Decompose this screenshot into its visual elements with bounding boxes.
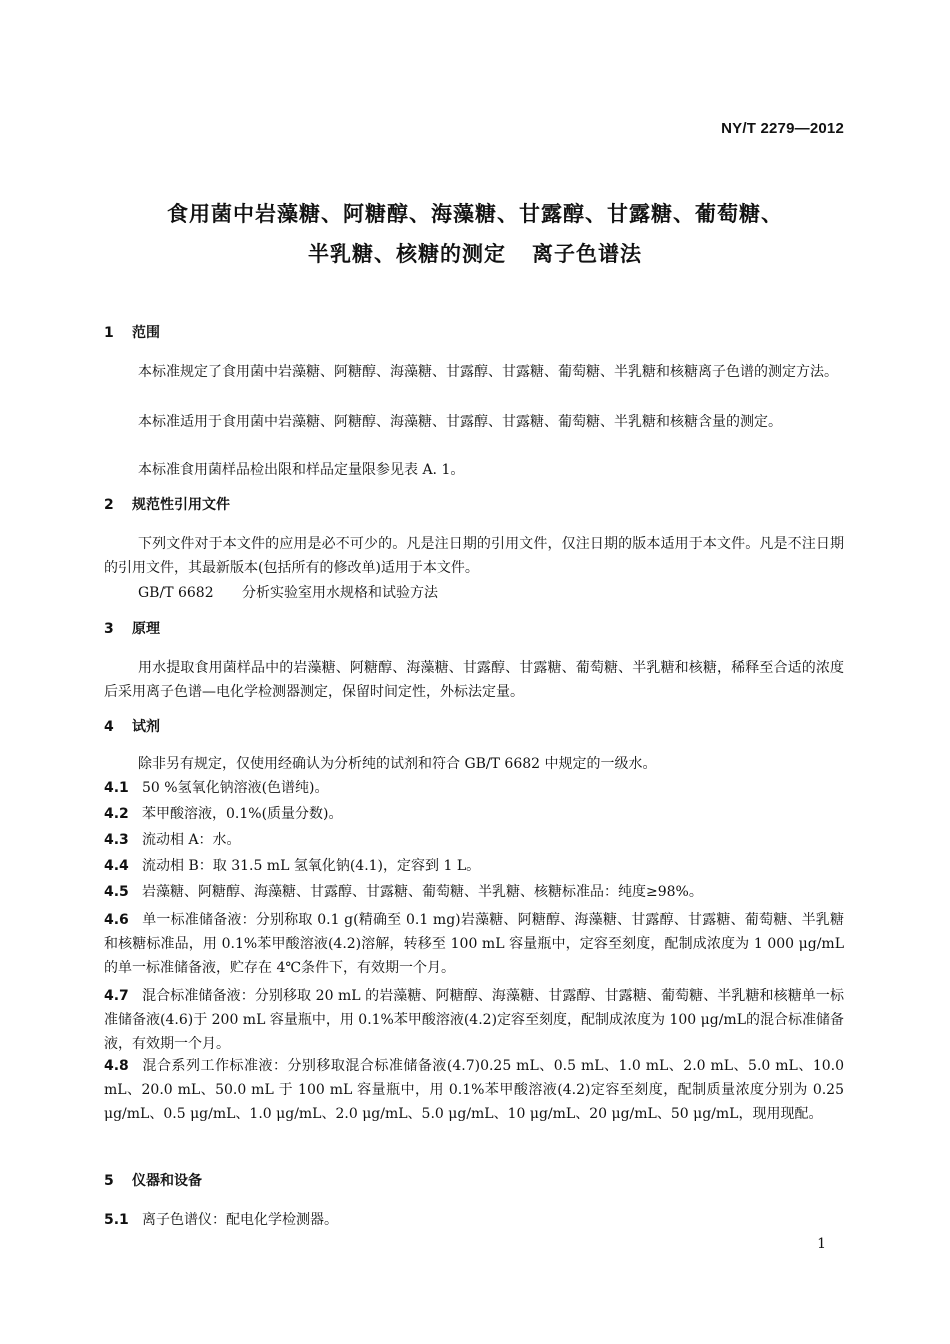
title-line-2 (60, 234, 890, 274)
page-number: 1 (817, 1236, 826, 1252)
title-line-2-method: 离子色谱法 (532, 242, 642, 266)
section-number: 4 (104, 719, 114, 735)
title-line-2-main: 半乳糖、核糖的测定 (308, 242, 506, 266)
paragraph: 除非另有规定，仅使用经确认为分析纯的试剂和符合 GB/T 6682 中规定的一级水。 (138, 756, 657, 772)
clause-item (104, 1054, 844, 1126)
clause-text: 单一标准储备液：分别称取 0.1 g(精确至 0.1 mg)岩藻糖、阿糖醇、海藻糖、甘露醇、甘露糖、葡萄糖、半乳糖和核糖标准品，用 0.1%苯甲酸溶液(4.2)溶解，转移至 100 mL 容量瓶中，定容至刻度，配制成浓度为 1 000 μg/mL 的单一标准储备液，贮存在 4℃条件下，有效期一个月。 (104, 912, 844, 976)
title-line-1: 食用菌中岩藻糖、阿糖醇、海藻糖、甘露醇、甘露糖、葡萄糖、 (167, 202, 783, 226)
clause-item (104, 776, 844, 800)
reference-entry (138, 582, 438, 602)
section-number: 5 (104, 1173, 114, 1189)
clause-number: 4.7 (104, 988, 129, 1004)
clause-number: 5.1 (104, 1212, 129, 1228)
clause-number: 4.4 (104, 858, 129, 874)
clause-item (104, 908, 844, 980)
clause-item (104, 984, 844, 1056)
paragraph: 本标准食用菌样品检出限和样品定量限参见表 A. 1。 (138, 462, 465, 478)
clause-item (104, 880, 844, 904)
reference-code: GB/T 6682 (138, 585, 214, 601)
clause-text: 混合系列工作标准液：分别移取混合标准储备液(4.7)0.25 mL、0.5 mL、1.0 mL、2.0 mL、5.0 mL、10.0 mL、20.0 mL、50.0 mL 于 100 mL 容量瓶中，用 0.1%苯甲酸溶液(4.2)定容至刻度，配制质量浓度分别为 0.25 μg/mL、0.5 μg/mL、1.0 μg/mL、2.0 μg/mL、5.0 μg/mL、10 μg/mL、20 μg/mL、50 μg/mL，现用现配。 (104, 1058, 844, 1122)
section-heading-reagents (104, 716, 160, 736)
clause-item (104, 854, 844, 878)
reference-title: 分析实验室用水规格和试验方法 (242, 585, 438, 601)
paragraph: 本标准规定了食用菌中岩藻糖、阿糖醇、海藻糖、甘露醇、甘露糖、葡萄糖、半乳糖和核糖离子色谱的测定方法。 (138, 364, 838, 380)
clause-number: 4.5 (104, 884, 129, 900)
clause-text: 流动相 A：水。 (142, 832, 241, 848)
document-title (60, 194, 890, 274)
section-title: 试剂 (132, 719, 160, 735)
section-title: 范围 (132, 325, 160, 341)
section-title: 原理 (132, 621, 160, 637)
clause-text: 苯甲酸溶液，0.1%(质量分数)。 (142, 806, 343, 822)
paragraph: 本标准适用于食用菌中岩藻糖、阿糖醇、海藻糖、甘露醇、甘露糖、葡萄糖、半乳糖和核糖含量的测定。 (138, 414, 782, 430)
clause-text: 流动相 B：取 31.5 mL 氢氧化钠(4.1)，定容到 1 L。 (142, 858, 481, 874)
clause-item (104, 828, 844, 852)
clause-item (104, 1208, 844, 1232)
section-heading-scope (104, 322, 160, 342)
section-title: 仪器和设备 (132, 1173, 202, 1189)
clause-text: 岩藻糖、阿糖醇、海藻糖、甘露醇、甘露糖、葡萄糖、半乳糖、核糖标准品：纯度≥98%。 (142, 884, 703, 900)
clause-number: 4.3 (104, 832, 129, 848)
section-heading-principle (104, 618, 160, 638)
clause-number: 4.1 (104, 780, 129, 796)
section-title: 规范性引用文件 (132, 497, 230, 513)
clause-number: 4.6 (104, 912, 129, 928)
standard-number: NY/T 2279—2012 (721, 120, 844, 137)
section-number: 3 (104, 621, 114, 637)
clause-text: 混合标准储备液：分别移取 20 mL 的岩藻糖、阿糖醇、海藻糖、甘露醇、甘露糖、葡萄糖、半乳糖和核糖单一标准储备液(4.6)于 200 mL 容量瓶中，用 0.1%苯甲酸溶液(4.2)定容至刻度，配制成浓度为 100 μg/mL的混合标准储备液，有效期一个月。 (104, 988, 845, 1052)
section-number: 2 (104, 497, 114, 513)
section-heading-normative-references (104, 494, 230, 514)
clause-number: 4.8 (104, 1058, 129, 1074)
clause-text: 离子色谱仪：配电化学检测器。 (142, 1212, 338, 1228)
section-heading-apparatus (104, 1170, 202, 1190)
clause-text: 50 %氢氧化钠溶液(色谱纯)。 (142, 780, 329, 796)
paragraph: 用水提取食用菌样品中的岩藻糖、阿糖醇、海藻糖、甘露醇、甘露糖、葡萄糖、半乳糖和核糖，稀释至合适的浓度后采用离子色谱—电化学检测器测定，保留时间定性，外标法定量。 (104, 660, 844, 700)
clause-number: 4.2 (104, 806, 129, 822)
section-number: 1 (104, 325, 114, 341)
paragraph: 下列文件对于本文件的应用是必不可少的。凡是注日期的引用文件，仅注日期的版本适用于本文件。凡是不注日期的引用文件，其最新版本(包括所有的修改单)适用于本文件。 (104, 536, 844, 576)
clause-item (104, 802, 844, 826)
